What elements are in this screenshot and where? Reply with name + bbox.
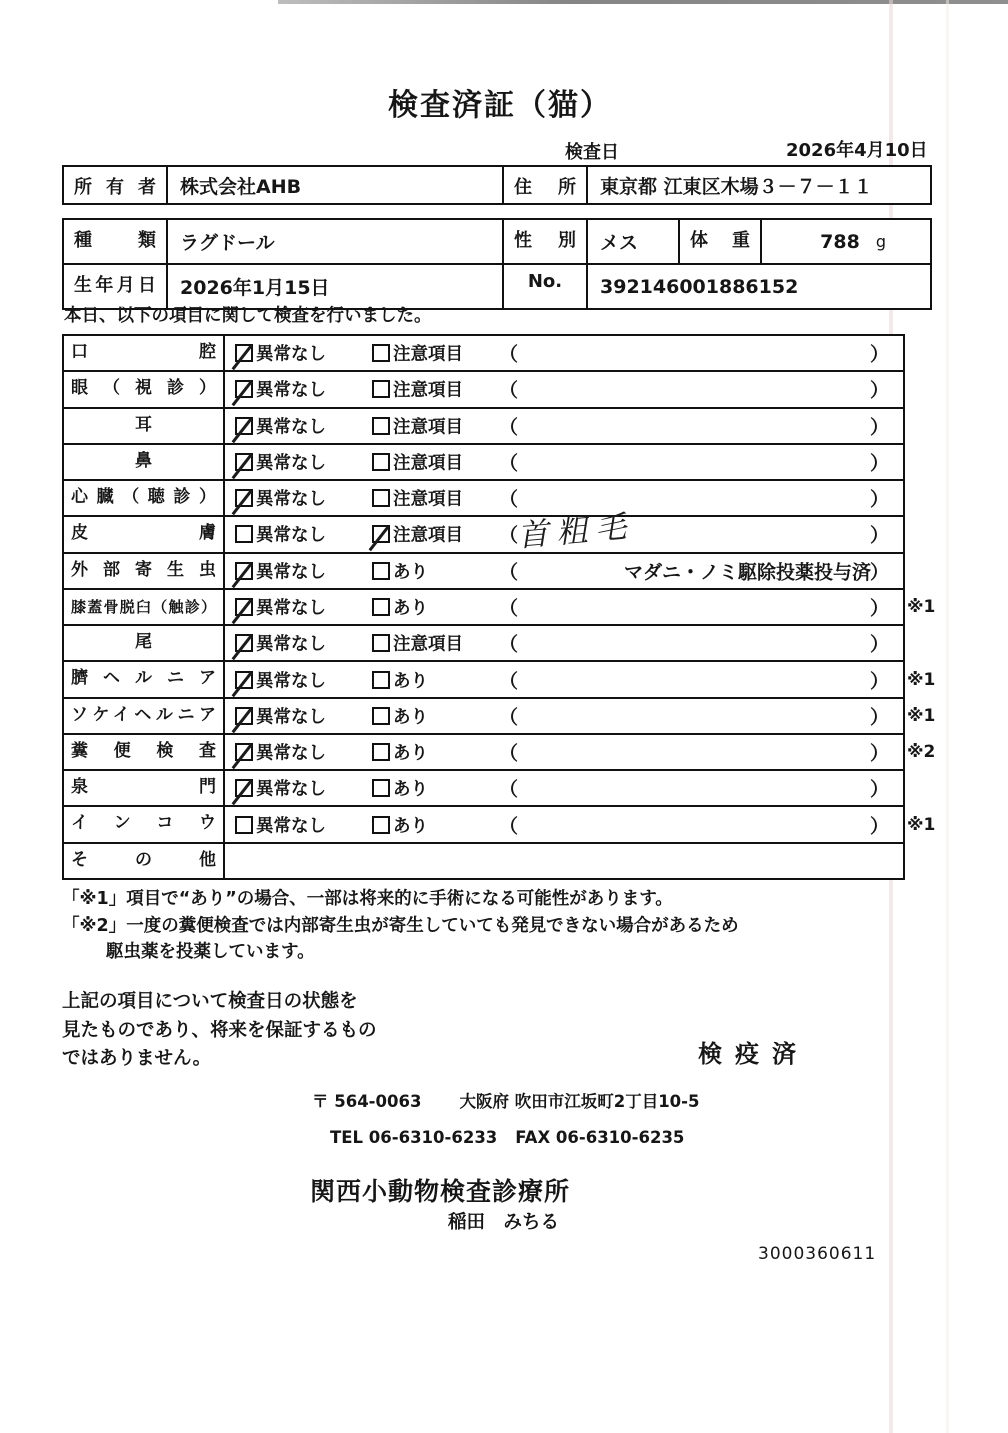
item-name: 心臓（聴診）: [64, 481, 225, 515]
birthdate-label: 生年月日: [64, 265, 168, 308]
sex-label: 性別: [504, 220, 588, 263]
clinic-contact-line: [330, 1128, 684, 1147]
item-result: [225, 372, 903, 406]
footnote-mark: ※2: [907, 742, 936, 763]
option1-label: 異常なし: [256, 489, 326, 510]
disclaimer-line-1: 上記の項目について検査日の状態を: [62, 991, 358, 1012]
clinic-name: 関西小動物検査診療所: [310, 1177, 571, 1206]
option1-label: 異常なし: [256, 562, 326, 583]
item-result: [225, 508, 903, 555]
checkbox-attention: [372, 707, 390, 725]
paren-close: ）: [869, 343, 889, 366]
option1-label: 異常なし: [256, 598, 326, 619]
item-result: [225, 336, 903, 370]
checkbox-normal: [235, 562, 253, 580]
paren-close: ）: [869, 670, 889, 693]
checkbox-attention: [372, 779, 390, 797]
item-result: [225, 771, 903, 805]
option2-label: あり: [393, 779, 428, 800]
weight-value: [762, 220, 930, 263]
checkbox-attention: [372, 598, 390, 616]
document-title: 検査済証（猫）: [388, 88, 612, 123]
inspection-date-value: 2026年4月10日: [786, 140, 928, 161]
option2-label: 注意項目: [393, 344, 463, 365]
item-result: [225, 409, 903, 443]
owner-label: 所有者: [64, 167, 168, 203]
item-name: インコウ: [64, 807, 225, 841]
no-label: No.: [504, 265, 588, 308]
checkbox-attention: [372, 634, 390, 652]
item-name: 鼻: [64, 445, 225, 479]
item-name: 膝蓋骨脱臼（触診）: [64, 590, 225, 624]
item-result: [225, 699, 936, 733]
item-name: 眼（視診）: [64, 372, 225, 406]
paren-open: （: [499, 488, 519, 511]
checkbox-normal: [235, 743, 253, 761]
option1-label: 異常なし: [256, 417, 326, 438]
document-number: 3000360611: [758, 1244, 877, 1264]
inspection-row: [64, 769, 903, 805]
quarantine-passed-stamp: 検疫済: [698, 1040, 809, 1068]
footnotes: [62, 886, 739, 966]
checkbox-attention: [372, 417, 390, 435]
checkbox-normal: [235, 344, 253, 362]
paren-close: ）: [869, 706, 889, 729]
option2-label: あり: [393, 816, 428, 837]
paren-close: ）: [869, 561, 889, 584]
item-name: 耳: [64, 409, 225, 443]
checkbox-normal: [235, 634, 253, 652]
footnote-mark: ※1: [907, 814, 936, 835]
paren-close: ）: [869, 742, 889, 765]
option2-label: あり: [393, 671, 428, 692]
paren-open: （: [499, 706, 519, 729]
option1-label: 異常なし: [256, 743, 326, 764]
option1-label: 異常なし: [256, 816, 326, 837]
paren-close: ）: [869, 488, 889, 511]
address-label: 住所: [504, 167, 588, 203]
footnote-mark: ※1: [907, 705, 936, 726]
option2-label: 注意項目: [393, 453, 463, 474]
paren-close: ）: [869, 633, 889, 656]
inspection-row: [64, 660, 936, 696]
item-name: その他: [64, 844, 225, 878]
checkbox-attention: [372, 380, 390, 398]
checkbox-normal: [235, 779, 253, 797]
disclaimer-line-3: ではありません。: [62, 1048, 212, 1069]
item-result: [225, 662, 936, 696]
clinic-postal-code: 〒 564-0063: [312, 1092, 422, 1111]
no-value: 392146001886152: [600, 275, 799, 298]
option2-label: あり: [393, 598, 428, 619]
checkbox-attention: [372, 671, 390, 689]
paren-close: ）: [869, 379, 889, 402]
weight-number: 788: [820, 230, 860, 253]
owner-table: [62, 165, 932, 205]
option2-label: 注意項目: [393, 380, 463, 401]
breed-value: ラグドール: [168, 220, 504, 263]
clinic-address-line: [312, 1088, 699, 1112]
paren-open: （: [499, 343, 519, 366]
inspection-row: [64, 588, 936, 624]
option2-label: あり: [393, 707, 428, 728]
inspection-row: [64, 842, 903, 878]
checkbox-normal: [235, 380, 253, 398]
weight-unit: g: [875, 232, 886, 251]
checkbox-normal: [235, 417, 253, 435]
clinic-tel: TEL 06-6310-6233: [330, 1128, 498, 1147]
inspection-row: [64, 370, 903, 406]
owner-value: 株式会社AHB: [168, 167, 504, 203]
printed-note: マダニ・ノミ駆除投薬投与済: [623, 561, 871, 584]
item-name: 尾: [64, 626, 225, 660]
weight-label: 体重: [680, 220, 762, 263]
scan-edge-artifact: [278, 0, 1008, 4]
paren-open: （: [499, 416, 519, 439]
option1-label: 異常なし: [256, 525, 326, 546]
paren-close: ）: [869, 815, 889, 838]
item-result: [225, 445, 903, 479]
inspection-date-label: 検査日: [565, 142, 619, 163]
paren-close: ）: [869, 452, 889, 475]
inspection-row: [64, 552, 903, 588]
option1-label: 異常なし: [256, 380, 326, 401]
footnote-mark: ※1: [907, 669, 936, 690]
footnote-2-continued: 駆虫薬を投薬しています。: [106, 942, 315, 962]
item-result: [225, 735, 936, 769]
option1-label: 異常なし: [256, 634, 326, 655]
paren-open: （: [499, 670, 519, 693]
item-result: [225, 554, 903, 588]
paren-close: ）: [869, 416, 889, 439]
clinic-address: 大阪府 吹田市江坂町2丁目10-5: [459, 1092, 700, 1111]
checkbox-attention: [372, 816, 390, 834]
clinic-fax: FAX 06-6310-6235: [515, 1128, 685, 1147]
checkbox-normal: [235, 453, 253, 471]
footnote-mark: ※1: [907, 596, 936, 617]
checkbox-attention: [372, 525, 390, 543]
item-name: 糞便検査: [64, 735, 225, 769]
inspection-row: [64, 805, 936, 841]
address-value: 東京都 江東区木場３－７－１１: [600, 175, 873, 198]
option1-label: 異常なし: [256, 779, 326, 800]
option2-label: 注意項目: [393, 417, 463, 438]
checkbox-normal: [235, 489, 253, 507]
intro-text: 本日、以下の項目に関して検査を行いました。: [64, 306, 432, 326]
paren-close: ）: [869, 524, 889, 547]
checkbox-normal: [235, 525, 253, 543]
option1-label: 異常なし: [256, 707, 326, 728]
option2-label: 注意項目: [393, 525, 463, 546]
inspection-row: [64, 336, 903, 370]
item-name: 外部寄生虫: [64, 554, 225, 588]
footnote-2: 「※2」一度の糞便検査では内部寄生虫が寄生していても発見できない場合があるため: [62, 915, 739, 936]
paren-open: （: [499, 597, 519, 620]
item-result: [225, 807, 936, 841]
paren-open: （: [499, 633, 519, 656]
item-result: [225, 626, 903, 660]
pet-info-row-1: [64, 220, 930, 263]
option2-label: 注意項目: [393, 489, 463, 510]
sex-value: メス: [588, 220, 680, 263]
paren-open: （: [499, 524, 519, 547]
item-name: 臍ヘルニア: [64, 662, 225, 696]
disclaimer-line-2: 見たものであり、将来を保証するもの: [62, 1019, 377, 1041]
checkbox-attention: [372, 489, 390, 507]
inspection-row: [64, 624, 903, 660]
paren-close: ）: [869, 778, 889, 801]
paren-close: ）: [869, 597, 889, 620]
inspection-row: [64, 479, 903, 515]
items-table: [62, 334, 936, 880]
item-result: [225, 844, 903, 878]
item-name: 皮膚: [64, 517, 225, 551]
breed-label: 種類: [64, 220, 168, 263]
checkbox-attention: [372, 562, 390, 580]
veterinarian-name: 稲田 みちる: [448, 1212, 560, 1233]
option1-label: 異常なし: [256, 671, 326, 692]
checkbox-attention: [372, 453, 390, 471]
checkbox-normal: [235, 707, 253, 725]
checkbox-attention: [372, 344, 390, 362]
item-name: ソケイヘルニア: [64, 699, 225, 733]
inspection-row: [64, 443, 903, 479]
option2-label: 注意項目: [393, 634, 463, 655]
paren-open: （: [499, 742, 519, 765]
paren-open: （: [499, 778, 519, 801]
birthdate-value: 2026年1月15日: [168, 265, 504, 308]
item-name: 口腔: [64, 336, 225, 370]
inspection-row: [64, 508, 903, 555]
paren-open: （: [499, 379, 519, 402]
handwritten-note: 首粗毛: [515, 508, 636, 555]
checkbox-attention: [372, 743, 390, 761]
item-result: [225, 590, 936, 624]
item-name: 泉門: [64, 771, 225, 805]
option1-label: 異常なし: [256, 453, 326, 474]
paren-open: （: [499, 452, 519, 475]
inspection-row: [64, 407, 903, 443]
checkbox-normal: [235, 598, 253, 616]
checkbox-normal: [235, 671, 253, 689]
footnote-1: 「※1」項目で“あり”の場合、一部は将来的に手術になる可能性があります。: [62, 889, 673, 909]
option2-label: あり: [393, 743, 428, 764]
disclaimer-text: [62, 988, 377, 1074]
option1-label: 異常なし: [256, 344, 326, 365]
inspection-row: [64, 733, 936, 769]
inspection-row: [64, 697, 936, 733]
checkbox-normal: [235, 816, 253, 834]
pet-info-table: [62, 218, 932, 310]
paren-open: （: [499, 561, 519, 584]
option2-label: あり: [393, 562, 428, 583]
paren-open: （: [499, 815, 519, 838]
